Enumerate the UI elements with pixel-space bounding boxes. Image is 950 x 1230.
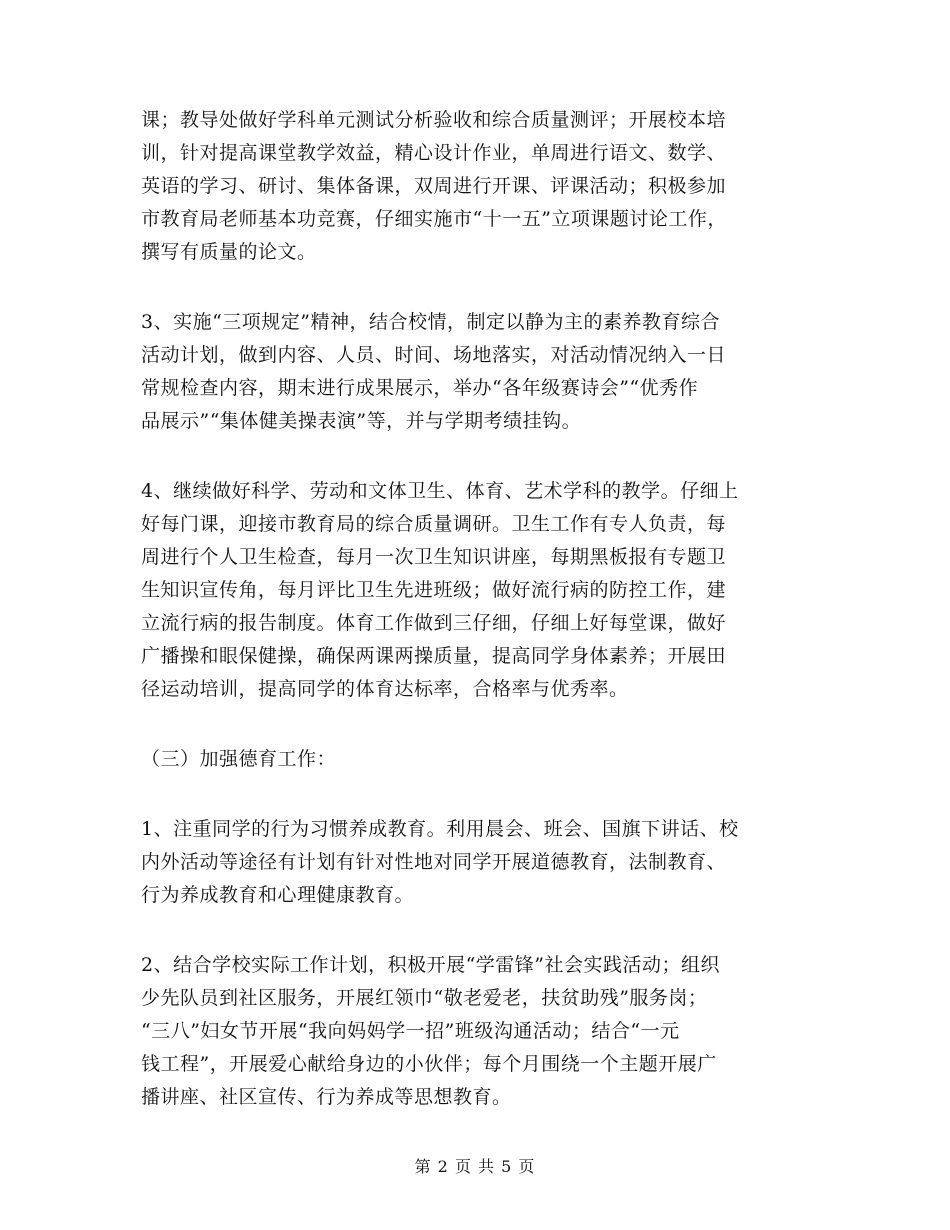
text-line: 活动计划，做到内容、人员、时间、场地落实，对活动情况纳入一日 [141, 344, 727, 366]
text-line: 训，针对提高课堂教学效益，精心设计作业，单周进行语文、数学、 [141, 142, 727, 164]
text-line: 4、继续做好科学、劳动和文体卫生、体育、艺术学科的教学。仔细上 [141, 480, 739, 502]
text-line: 少先队员到社区服务，开展红领巾“敬老爱老，扶贫助残”服务岗； [141, 987, 708, 1009]
text-line: 播讲座、社区宣传、行为养成等思想教育。 [141, 1086, 512, 1108]
page-number-footer: 第 2 页 共 5 页 [414, 1157, 536, 1176]
document-body [141, 104, 821, 1151]
paragraph-moral-item-1 [141, 813, 821, 912]
text-line: 品展示”“集体健美操表演”等，并与学期考绩挂钩。 [141, 410, 582, 432]
paragraph-item-4 [141, 475, 821, 706]
text-line: 周进行个人卫生检查，每月一次卫生知识讲座，每期黑板报有专题卫 [141, 546, 727, 568]
text-line: 撰写有质量的论文。 [141, 241, 317, 263]
paragraph-item-3 [141, 306, 821, 438]
text-line: “三八”妇女节开展“我向妈妈学一招”班级沟通活动；结合“一元 [141, 1020, 680, 1042]
text-line: 英语的学习、研讨、集体备课，双周进行开课、评课活动；积极参加 [141, 175, 727, 197]
text-line: 好每门课，迎接市教育局的综合质量调研。卫生工作有专人负责，每 [141, 513, 727, 535]
text-line: 3、实施“三项规定”精神，结合校情，制定以静为主的素养教育综合 [141, 311, 721, 333]
paragraph-moral-item-2 [141, 949, 821, 1114]
text-line: 1、注重同学的行为习惯养成教育。利用晨会、班会、国旗下讲话、校 [141, 818, 739, 840]
text-line: 钱工程”，开展爱心献给身边的小伙伴；每个月围绕一个主题开展广 [141, 1053, 717, 1075]
text-line: 内外活动等途径有计划有针对性地对同学开展道德教育，法制教育、 [141, 851, 727, 873]
text-line: 2、结合学校实际工作计划，积极开展“学雷锋”社会实践活动；组织 [141, 954, 721, 976]
text-line: 生知识宣传角，每月评比卫生先进班级；做好流行病的防控工作，建 [141, 579, 727, 601]
section-heading-moral-education [141, 743, 821, 776]
text-line: 市教育局老师基本功竞赛，仔细实施市“十一五”立项课题讨论工作， [141, 208, 727, 230]
text-line: 径运动培训，提高同学的体育达标率，合格率与优秀率。 [141, 678, 629, 700]
paragraph-continuation [141, 104, 821, 269]
text-line: 立流行病的报告制度。体育工作做到三仔细，仔细上好每堂课，做好 [141, 612, 727, 634]
section-heading: （三）加强德育工作： [141, 748, 337, 770]
text-line: 广播操和眼保健操，确保两课两操质量，提高同学身体素养；开展田 [141, 645, 727, 667]
text-line: 课；教导处做好学科单元测试分析验收和综合质量测评；开展校本培 [141, 109, 727, 131]
text-line: 行为养成教育和心理健康教育。 [141, 884, 415, 906]
text-line: 常规检查内容，期末进行成果展示，举办“各年级赛诗会”“优秀作 [141, 377, 699, 399]
